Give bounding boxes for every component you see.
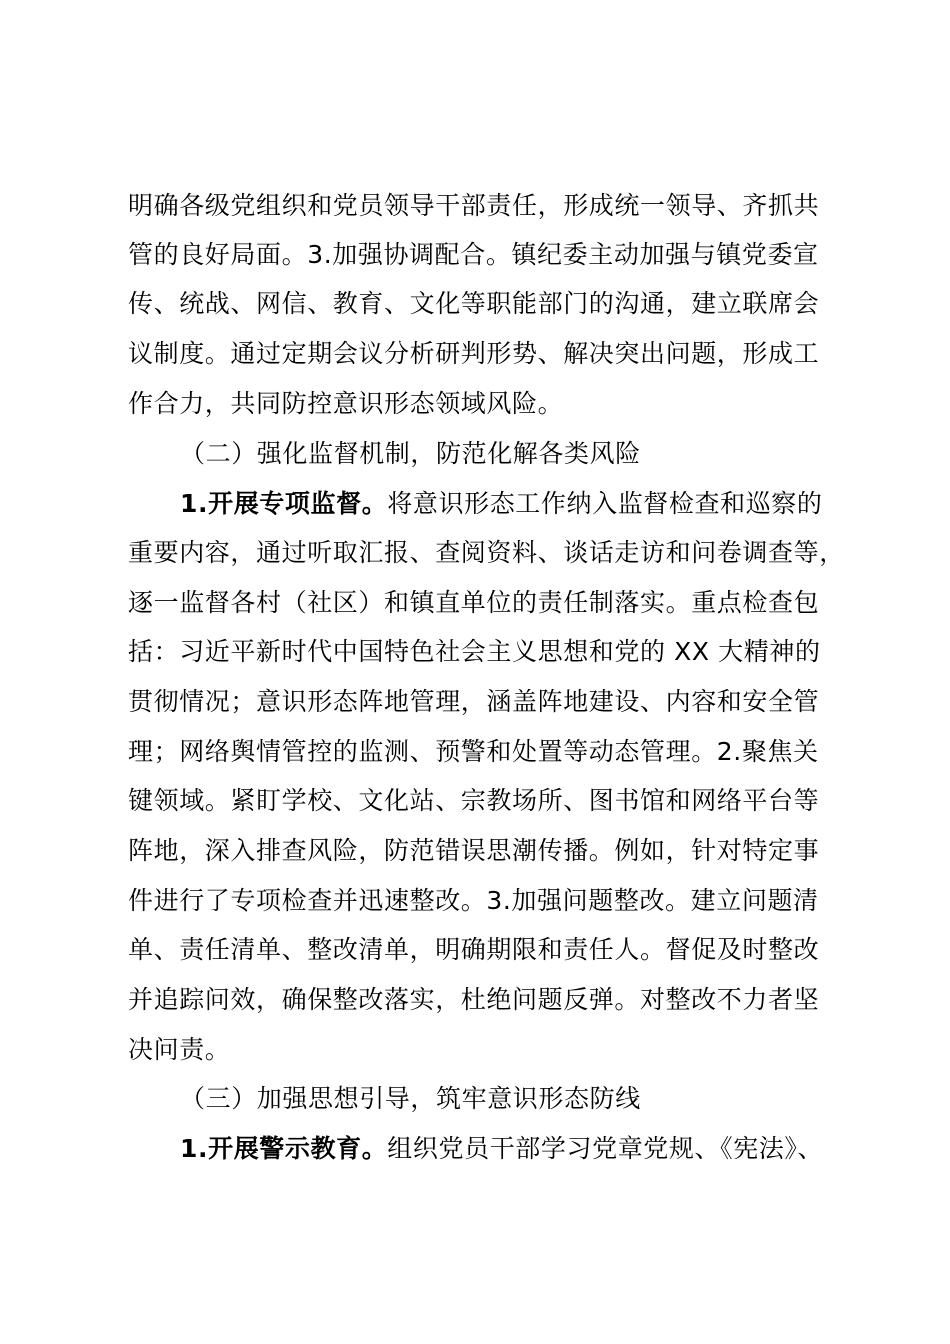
paragraph-2-line-10: 单、责任清单、整改清单，明确期限和责任人。督促及时整改 <box>128 935 820 964</box>
paragraph-1-line-5: 作合力，共同防控意识形态领域风险。 <box>128 389 564 418</box>
paragraph-1-line-4: 议制度。通过定期会议分析研判形势、解决突出问题，形成工 <box>128 339 820 368</box>
paragraph-2-line-7: 键领域。紧盯学校、文化站、宗教场所、图书馆和网络平台等 <box>128 786 820 815</box>
paragraph-2-line-5: 贯彻情况；意识形态阵地管理，涵盖阵地建设、内容和安全管 <box>128 687 820 716</box>
paragraph-2-line-9: 件进行了专项检查并迅速整改。3.加强问题整改。建立问题清 <box>128 886 819 915</box>
section-heading-3: （三）加强思想引导，筑牢意识形态防线 <box>180 1084 641 1113</box>
paragraph-2-line-12: 决问责。 <box>128 1035 231 1064</box>
paragraph-3-line-1 <box>180 1133 823 1165</box>
paragraph-2-line-3: 逐一监督各村（社区）和镇直单位的责任制落实。重点检查包 <box>128 588 820 617</box>
paragraph-1-line-1: 明确各级党组织和党员领导干部责任，形成统一领导、齐抓共 <box>128 191 820 220</box>
paragraph-2-line-2: 重要内容，通过听取汇报、查阅资料、谈话走访和问卷调查等， <box>128 538 845 567</box>
paragraph-2-line-1-text: 将意识形态工作纳入监督检查和巡察的 <box>387 489 823 518</box>
paragraph-2-line-1 <box>180 488 823 520</box>
paragraph-2-line-6: 理；网络舆情管控的监测、预警和处置等动态管理。2.聚焦关 <box>128 737 819 766</box>
paragraph-2-line-4: 括：习近平新时代中国特色社会主义思想和党的 XX 大精神的 <box>128 637 821 666</box>
paragraph-2-lead: 1.开展专项监督。 <box>180 489 388 518</box>
paragraph-2-line-8: 阵地，深入排查风险，防范错误思潮传播。例如，针对特定事 <box>128 836 820 865</box>
paragraph-1-line-2: 管的良好局面。3.加强协调配合。镇纪委主动加强与镇党委宣 <box>128 240 819 269</box>
paragraph-3-lead: 1.开展警示教育。 <box>180 1134 388 1163</box>
paragraph-2-line-11: 并追踪问效，确保整改落实，杜绝问题反弹。对整改不力者坚 <box>128 985 820 1014</box>
paragraph-1-line-3: 传、统战、网信、教育、文化等职能部门的沟通，建立联席会 <box>128 289 820 318</box>
paragraph-3-line-1-text: 组织党员干部学习党章党规、《宪法》、 <box>387 1134 824 1163</box>
section-heading-2: （二）强化监督机制，防范化解各类风险 <box>180 439 641 468</box>
